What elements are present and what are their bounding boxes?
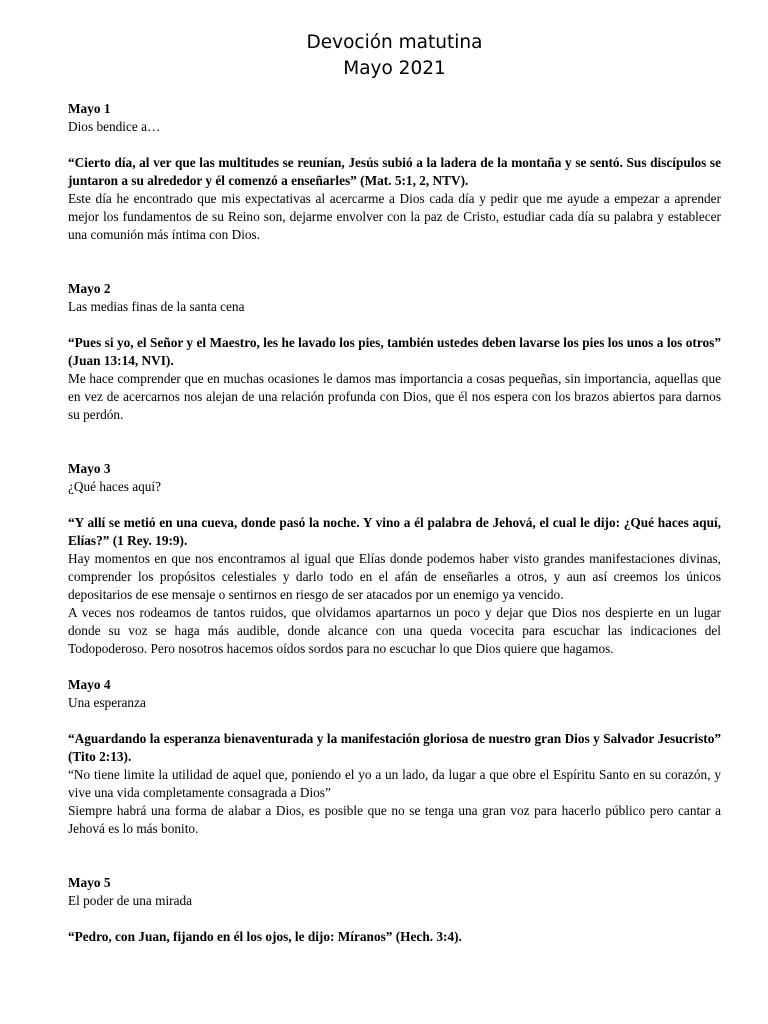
document-page (68, 30, 721, 946)
entry-heading: Mayo 3 (68, 461, 111, 476)
entry-subtitle: Dios bendice a… (68, 119, 161, 134)
entry-verse: “Pedro, con Juan, fijando en él los ojos, le dijo: Míranos” (Hech. 3:4). (68, 929, 462, 944)
entry-quote: “No tiene limite la utilidad de aquel que, poniendo el yo a un lado, da lugar a que obre el Espíritu Santo en su corazón, y vive una vida completamente consagrada a Dios” (68, 767, 721, 800)
title-line-2: Mayo 2021 (343, 58, 446, 79)
entry-subtitle: El poder de una mirada (68, 893, 193, 908)
entry-heading: Mayo 1 (68, 101, 111, 116)
entry-mayo-4 (68, 676, 721, 838)
entry-heading: Mayo 5 (68, 875, 111, 890)
entry-subtitle: ¿Qué haces aquí? (68, 479, 162, 494)
entry-verse: “Y allí se metió en una cueva, donde pasó la noche. Y vino a él palabra de Jehová, el cual le dijo: ¿Qué haces aquí, Elías?” (1 Rey. 19:9). (68, 515, 721, 548)
entry-paragraph: Hay momentos en que nos encontramos al igual que Elías donde podemos haber visto grandes manifestaciones divinas, comprender los propósitos celestiales y darlo todo en el afán de enseñarles a otros, y aun así creemos los únicos depositarios de ese mensaje o sentirnos en riesgo de ser atacados por un enemigo ya vencido. (68, 551, 721, 602)
entry-verse: “Aguardando la esperanza bienaventurada y la manifestación gloriosa de nuestro gran Dios y Salvador Jesucristo” (Tito 2:13). (68, 731, 721, 764)
entry-paragraph: Siempre habrá una forma de alabar a Dios, es posible que no se tenga una gran voz para hacerlo público pero cantar a Jehová es lo más bonito. (68, 803, 721, 836)
entry-paragraph: Me hace comprender que en muchas ocasiones le damos mas importancia a cosas pequeñas, sin importancia, aquellas que en vez de acercarnos nos alejan de una relación profunda con Dios, que él nos espera con los brazos abiertos para darnos su perdón. (68, 371, 721, 422)
entry-verse: “Cierto día, al ver que las multitudes se reunían, Jesús subió a la ladera de la montaña y se sentó. Sus discípulos se juntaron a su alrededor y él comenzó a enseñarles” (Mat. 5:1, 2, NTV). (68, 155, 721, 188)
entry-verse: “Pues si yo, el Señor y el Maestro, les he lavado los pies, también ustedes deben lavarse los pies los unos a los otros” (Juan 13:14, NVI). (68, 335, 721, 368)
entry-mayo-3 (68, 460, 721, 658)
entry-mayo-1 (68, 100, 721, 244)
document-title (68, 30, 721, 82)
entry-paragraph: Este día he encontrado que mis expectativas al acercarme a Dios cada día y pedir que me ayude a empezar a aprender mejor los fundamentos de su Reino son, dejarme envolver con la paz de Cristo, estudiar cada día su palabra y establecer una comunión más íntima con Dios. (68, 191, 721, 242)
title-line-1: Devoción matutina (306, 32, 483, 53)
entry-subtitle: Las medias finas de la santa cena (68, 299, 245, 314)
entry-mayo-2 (68, 280, 721, 424)
entry-subtitle: Una esperanza (68, 695, 146, 710)
entry-mayo-5 (68, 874, 721, 946)
entry-heading: Mayo 4 (68, 677, 111, 692)
entry-heading: Mayo 2 (68, 281, 111, 296)
entry-paragraph: A veces nos rodeamos de tantos ruidos, que olvidamos apartarnos un poco y dejar que Dios nos despierte en un lugar donde su voz se haga más audible, donde alcance con una queda vocecita para escuchar las indicaciones del Todopoderoso. Pero nosotros hacemos oídos sordos para no escuchar lo que Dios quiere que hagamos. (68, 605, 721, 656)
